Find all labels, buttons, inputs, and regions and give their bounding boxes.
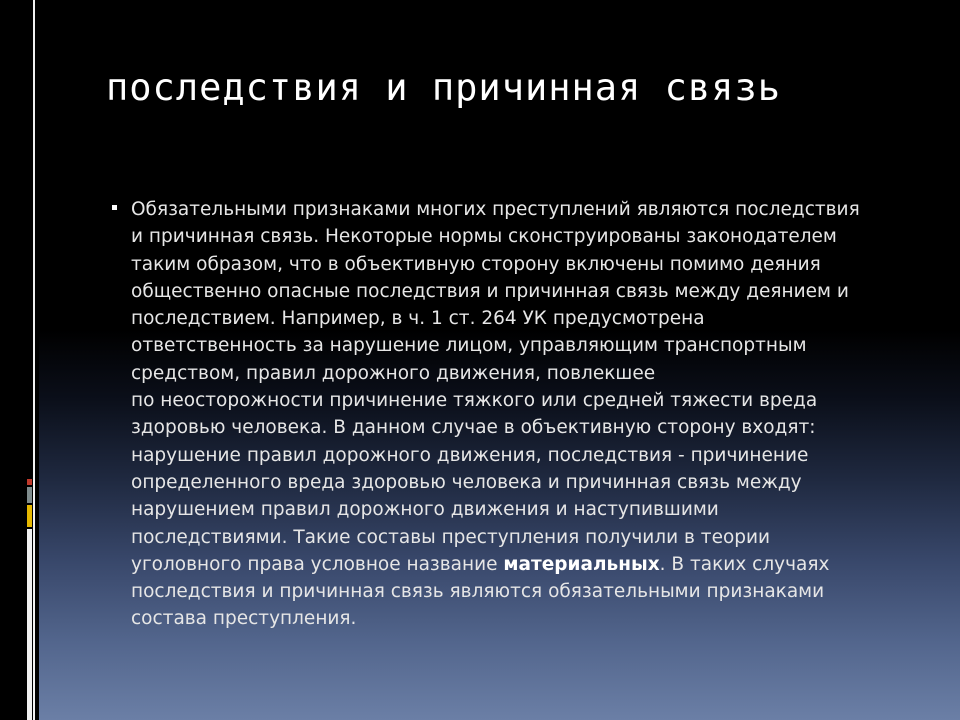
paragraph-line-2: и причинная связь. Некоторые нормы сконструированы законодателем — [131, 226, 837, 248]
paragraph-line-13: последствиями. Такие составы преступления получили в теории — [131, 526, 771, 548]
bold-term-material: материальных — [503, 553, 660, 575]
paragraph-line-15: последствия и причинная связь являются обязательными признаками — [131, 581, 825, 603]
paragraph-line-12: нарушением правил дорожного движения и наступившими — [131, 499, 719, 521]
paragraph-line-5: последствием. Например, в ч. 1 ст. 264 УК предусмотрена — [131, 308, 705, 330]
paragraph-line-11: определенного вреда здоровью человека и причинная связь между — [131, 471, 802, 493]
slide-content — [112, 196, 912, 633]
accent-bar-yellow — [27, 505, 32, 527]
bullet-paragraph — [131, 196, 912, 633]
paragraph-line-3: таким образом, что в объективную сторону включены помимо деяния — [131, 253, 821, 275]
slide-title: последствия и причинная связь — [106, 66, 782, 109]
paragraph-line-6: ответственность за нарушение лицом, управляющим транспортным — [131, 335, 807, 357]
paragraph-line-9: здоровью человека. В данном случае в объективную сторону входят: — [131, 417, 816, 439]
accent-bar-gray — [27, 487, 32, 503]
line-14-after: . В таких случаях — [659, 553, 830, 575]
accent-bar-red — [27, 479, 32, 485]
paragraph-line-16: состава преступления. — [131, 608, 357, 630]
paragraph-line-1: Обязательными признаками многих преступлений являются последствия — [131, 199, 860, 220]
paragraph-line-4: общественно опасные последствия и причинная связь между деянием и — [131, 280, 849, 302]
paragraph-line-7: средством, правил дорожного движения, повлекшее — [131, 362, 656, 384]
paragraph-line-14 — [131, 551, 912, 578]
paragraph-line-10: нарушение правил дорожного движения, последствия - причинение — [131, 444, 809, 466]
paragraph-line-8: по неосторожности причинение тяжкого или средней тяжести вреда — [131, 390, 818, 412]
bullet-square-icon — [112, 205, 117, 210]
left-vertical-line — [33, 0, 35, 720]
bullet-item — [112, 196, 912, 633]
accent-bar-white — [27, 529, 32, 720]
line-14-before: уголовного права условное название — [131, 553, 504, 575]
